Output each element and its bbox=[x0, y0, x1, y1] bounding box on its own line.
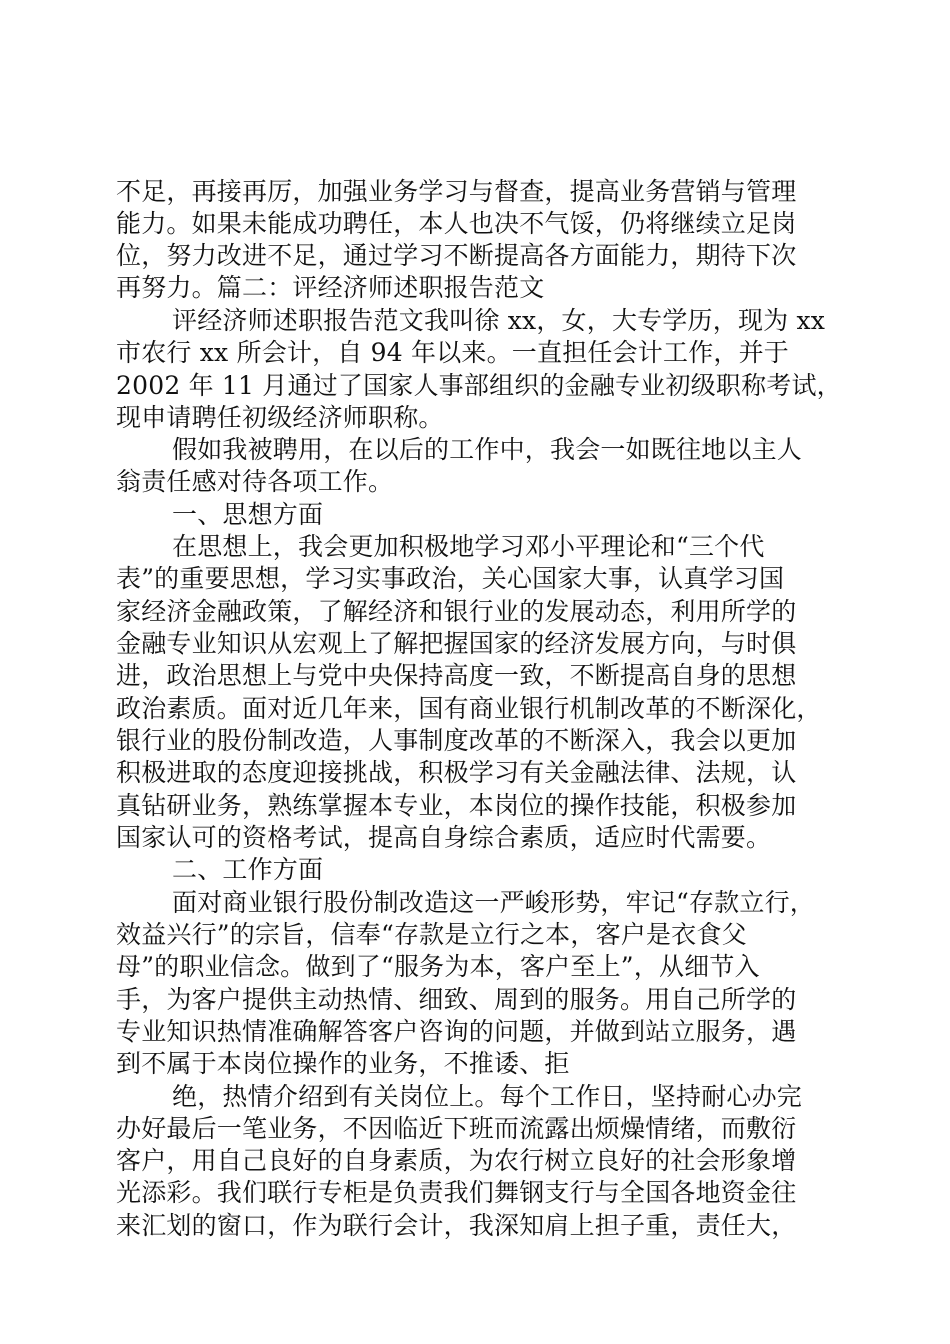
body-line-9: 假如我被聘用，在以后的工作中，我会一如既往地以主人 bbox=[172, 435, 803, 464]
body-line-32: 光添彩。我们联行专柜是负责我们舞钢支行与全国各地资金往 bbox=[116, 1178, 797, 1207]
body-line-14: 家经济金融政策，了解经济和银行业的发展动态，利用所学的 bbox=[116, 597, 797, 626]
body-line-12: 在思想上，我会更加积极地学习邓小平理论和“三个代 bbox=[172, 532, 765, 561]
body-line-31: 客户，用自己良好的自身素质，为农行树立良好的社会形象增 bbox=[116, 1146, 797, 1175]
body-line-33: 来汇划的窗口，作为联行会计，我深知肩上担子重，责任大， bbox=[116, 1211, 797, 1240]
section-heading-thought: 一、思想方面 bbox=[172, 500, 324, 529]
body-line-23: 面对商业银行股份制改造这一严峻形势，牢记“存款立行， bbox=[172, 888, 815, 917]
body-line-30: 办好最后一笔业务，不因临近下班而流露出烦燥情绪，而敷衍 bbox=[116, 1114, 797, 1143]
body-line-1: 不足，再接再厉，加强业务学习与督查，提高业务营销与管理 bbox=[116, 177, 797, 206]
section-heading-work: 二、工作方面 bbox=[172, 855, 324, 884]
body-line-7: 2002 年 11 月通过了国家人事部组织的金融专业初级职称考试， bbox=[116, 371, 842, 400]
body-line-18: 银行业的股份制改造，人事制度改革的不断深入，我会以更加 bbox=[116, 726, 797, 755]
body-line-15: 金融专业知识从宏观上了解把握国家的经济发展方向，与时俱 bbox=[116, 629, 797, 658]
body-line-3: 位，努力改进不足，通过学习不断提高各方面能力，期待下次 bbox=[116, 241, 797, 270]
body-line-5: 评经济师述职报告范文我叫徐 xx，女，大专学历，现为 xx bbox=[172, 306, 826, 335]
body-line-20: 真钻研业务，熟练掌握本专业，本岗位的操作技能，积极参加 bbox=[116, 791, 797, 820]
body-line-16: 进，政治思想上与党中央保持高度一致，不断提高自身的思想 bbox=[116, 661, 797, 690]
body-line-10: 翁责任感对待各项工作。 bbox=[116, 467, 394, 496]
body-line-6: 市农行 xx 所会计，自 94 年以来。一直担任会计工作，并于 bbox=[116, 338, 789, 367]
body-line-21: 国家认可的资格考试，提高自身综合素质，适应时代需要。 bbox=[116, 823, 772, 852]
body-line-28: 到不属于本岗位操作的业务，不推诿、拒 bbox=[116, 1049, 570, 1078]
body-line-27: 专业知识热情准确解答客户咨询的问题，并做到站立服务，遇 bbox=[116, 1017, 797, 1046]
body-line-17: 政治素质。面对近几年来，国有商业银行机制改革的不断深化， bbox=[116, 694, 822, 723]
body-line-8: 现申请聘任初级经济师职称。 bbox=[116, 403, 444, 432]
body-line-19: 积极进取的态度迎接挑战，积极学习有关金融法律、法规，认 bbox=[116, 758, 797, 787]
body-line-29: 绝，热情介绍到有关岗位上。每个工作日，坚持耐心办完 bbox=[172, 1082, 803, 1111]
body-line-26: 手，为客户提供主动热情、细致、周到的服务。用自己所学的 bbox=[116, 985, 797, 1014]
body-line-2: 能力。如果未能成功聘任，本人也决不气馁，仍将继续立足岗 bbox=[116, 209, 797, 238]
body-line-4: 再努力。篇二：评经济师述职报告范文 bbox=[116, 273, 545, 302]
body-line-25: 母”的职业信念。做到了“服务为本，客户至上”，从细节入 bbox=[116, 952, 760, 981]
body-line-13: 表”的重要思想，学习实事政治，关心国家大事，认真学习国 bbox=[116, 564, 785, 593]
body-line-24: 效益兴行”的宗旨，信奉“存款是立行之本，客户是衣食父 bbox=[116, 920, 747, 949]
